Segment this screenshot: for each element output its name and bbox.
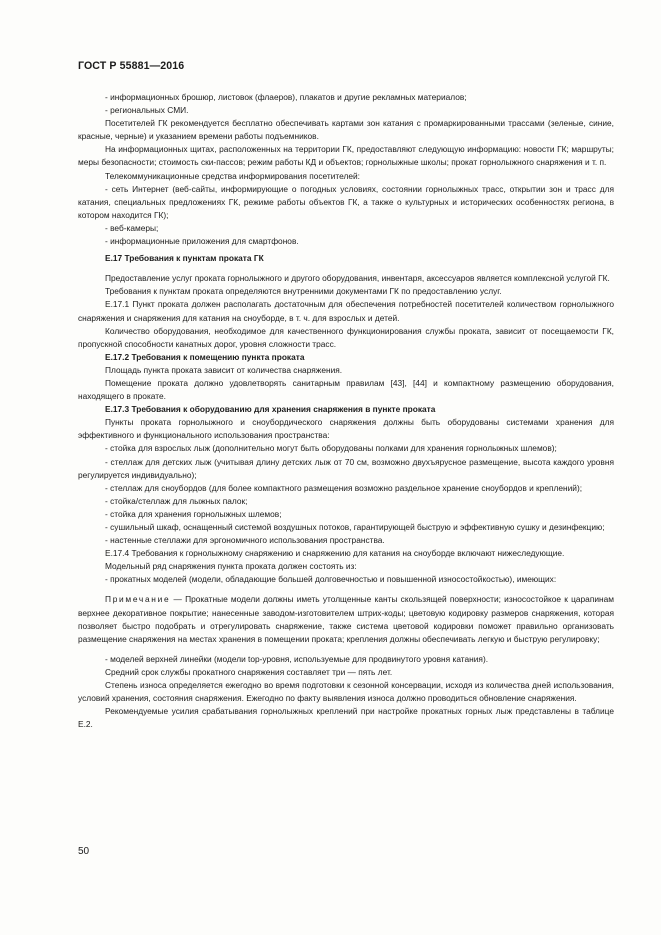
paragraph: Модельный ряд снаряжения пункта проката должен состоять из:	[105, 561, 357, 572]
paragraph: - информационных брошюр, листовок (флаеров), плакатов и другие рекламных материалов;	[105, 92, 467, 102]
note-text: — Прокатные модели должны иметь утолщенные канты скользящей поверхности; износостойкое к царапинам верхнее декоративное покрытие; нанесенные заводом-изготовителем штрих-коды; цветовую кодировку размеров снаряжения, которая позволяет быстро подобрать и отрегулировать снаряжение, также система цветовой кодировки поможет правильно организовать размещение снаряжения на местах хранения в помещении проката; крепления должны обеспечивать легкую и быструю регулировку;	[78, 594, 614, 644]
paragraph: Степень износа определяется ежегодно во время подготовки к сезонной консервации, исходя из количества дней использования, условий хранения, состояния снаряжения. Ежегодно по факту выявления износа должно проводиться обновление снаряжения.	[78, 680, 614, 704]
paragraph: Телекоммуникационные средства информирования посетителей:	[105, 170, 360, 181]
paragraph: - сеть Интернет (веб-сайты, информирующие о погодных условиях, состоянии горнолыжных трасс, открытии зон и трасс для катания, специальных предложениях ГК, режиме работы объектов ГК, а также о культурных и исторических особенностях региона, в котором находится ГК);	[78, 183, 614, 220]
paragraph: - настенные стеллажи для эргономичного использования пространства.	[105, 535, 385, 546]
paragraph: - сушильный шкаф, оснащенный системой воздушных потоков, гарантирующей быструю и эффективную сушку и дезинфекцию;	[105, 522, 605, 532]
paragraph: Помещение проката должно удовлетворять санитарным правилам [43], [44] и компактному размещению оборудования, находящего в прокате.	[78, 377, 614, 402]
paragraph: - моделей верхней линейки (модели top-уровня, используемые для продвинутого уровня катания).	[105, 653, 489, 664]
paragraph: Количество оборудования, необходимое для качественного функционирования службы проката, зависит от посещаемости ГК, пропускной способности канатных дорог, уровня сложности трасс.	[78, 325, 614, 349]
paragraph: Посетителей ГК рекомендуется бесплатно обеспечивать картами зон катания с промаркированными трассами (зеленые, синие, красные, черные) и указанием времени работы подъемников.	[78, 118, 614, 142]
paragraph: - прокатных моделей (модели, обладающие большей долговечностью и повышенной износостойкостью), имеющих:	[105, 574, 557, 585]
paragraph: - веб-камеры;	[105, 222, 159, 233]
document-header: ГОСТ Р 55881—2016	[78, 60, 185, 72]
paragraph: Е.17.1 Пункт проката должен располагать достаточным для обеспечения потребностей посетителей количеством горнолыжного снаряжения и снаряжения для катания на сноуборде, в т. ч. для взрослых и детей.	[78, 299, 614, 323]
section-heading: Е.17.3 Требования к оборудованию для хранения снаряжения в пункте проката	[105, 404, 436, 415]
paragraph: Е.17.4 Требования к горнолыжному снаряжению и снаряжению для катания на сноуборде включают нижеследующие.	[105, 548, 565, 559]
paragraph: - стойка для взрослых лыж (дополнительно могут быть оборудованы полками для хранения горнолыжных шлемов);	[105, 443, 557, 454]
paragraph: На информационных щитах, расположенных на территории ГК, предоставляют следующую информацию: новости ГК; маршруты; меры безопасности; стоимость ски-пассов; режим работы КД и объектов; горнолыжные школы; прокат горнолыжного снаряжения и т. п.	[78, 144, 614, 168]
section-heading: Е.17.2 Требования к помещению пункта проката	[105, 351, 305, 362]
paragraph: - стойка для хранения горнолыжных шлемов;	[105, 508, 282, 519]
paragraph: Требования к пунктам проката определяются внутренними документами ГК по предоставлению услуг.	[105, 286, 502, 297]
paragraph: Площадь пункта проката зависит от количества снаряжения.	[105, 364, 343, 375]
note-paragraph	[78, 593, 614, 645]
paragraph: - региональных СМИ.	[105, 105, 189, 116]
paragraph: Рекомендуемые усилия срабатывания горнолыжных креплений при настройке прокатных горных лыж представлены в таблице Е.2.	[78, 706, 614, 730]
paragraph: Предоставление услуг проката горнолыжного и другого оборудования, инвентаря, аксессуаров является комплексной услугой ГК.	[105, 273, 610, 284]
paragraph: Пункты проката горнолыжного и сноубордического снаряжения должны быть оборудованы системами хранения для эффективного и функционального использования пространства:	[78, 417, 614, 441]
note-label: Примечание	[105, 594, 171, 605]
paragraph: - информационные приложения для смартфонов.	[105, 236, 299, 247]
paragraph: - стеллаж для сноубордов (для более компактного размещения возможно раздельное хранение сноубордов и креплений);	[105, 482, 583, 493]
page-number: 50	[78, 846, 90, 857]
paragraph: - стеллаж для детских лыж (учитывая длину детских лыж от 70 см, возможно двухъярусное размещение, высота каждого уровня регулируется индивидуально);	[78, 456, 614, 480]
paragraph: - стойка/стеллаж для лыжных палок;	[105, 495, 248, 506]
document-body	[78, 91, 614, 731]
paragraph: Средний срок службы прокатного снаряжения составляет три — пять лет.	[105, 666, 393, 677]
section-heading: Е.17 Требования к пунктам проката ГК	[105, 253, 264, 264]
